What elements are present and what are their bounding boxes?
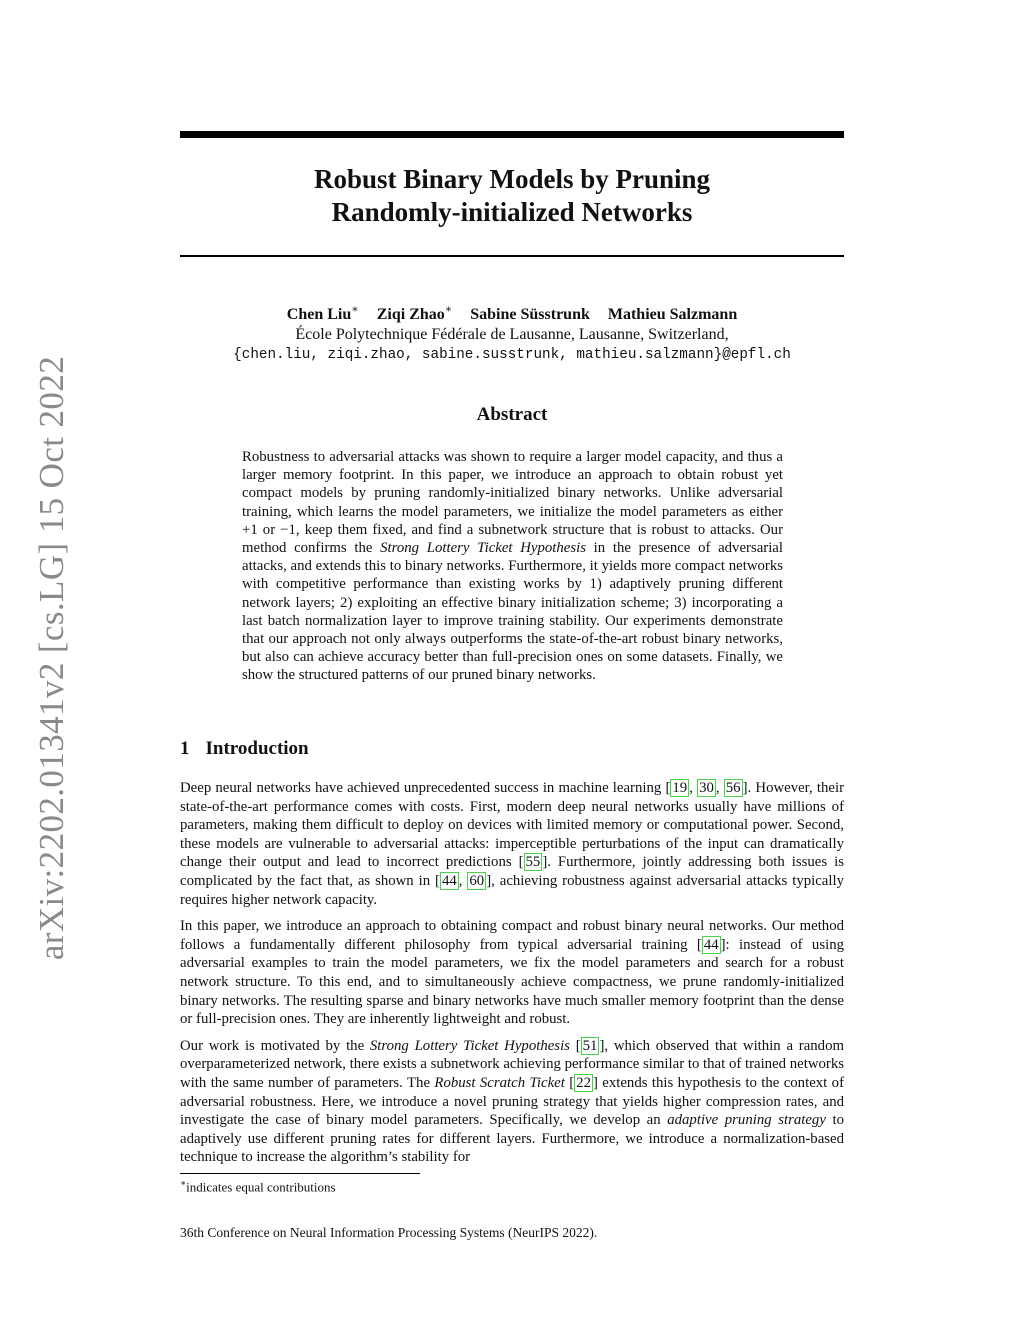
citation-link[interactable]: 44 [703, 936, 719, 953]
citation-link[interactable]: 55 [525, 854, 541, 871]
citation-link[interactable]: 60 [469, 872, 485, 889]
section-heading-introduction [180, 738, 309, 760]
footnote [180, 1178, 336, 1195]
section-title: Introduction [205, 738, 309, 759]
arxiv-identifier [30, 355, 74, 961]
citation-link[interactable]: 56 [725, 780, 741, 796]
intro-paragraph-2: In this paper, we introduce an approach to obtaining compact and robust binary neural networks. Our method follows a fundamentally different philosophy from typical adversarial training [ 44 ]: instead of using adversarial examples to train the model parameters, we fix the model parameters and search for a robust network structure. To this end, and to simultaneously achieve compactness, we prune randomly-initialized binary networks. The resulting sparse and binary networks have much smaller memory footprint than the dense or full-precision ones. They are inherently lightweight and robust. [180, 918, 844, 1028]
footnote-text: indicates equal contributions [186, 1179, 336, 1195]
title-top-rule [180, 131, 844, 138]
author-4: Mathieu Salzmann [607, 306, 738, 324]
footnote-mark: ∗ [180, 1178, 187, 1188]
intro-paragraph-3: Our work is motivated by the Strong Lottery Ticket Hypothesis [ 51 ], which observed that within a random overparameterized network, there exists a subnetwork achieving performance similar to that of trained networks with the same number of parameters. The Robust Scratch Ticket [ 22 ] extends this hypothesis to the context of adversarial robustness. Here, we introduce a novel pruning strategy that yields higher compression rates, and investigate the case of binary model parameters. Specifically, we develop an adaptive pruning strategy to adaptively use different pruning rates for different layers. Furthermore, we introduce a normalization-based technique to increase the algorithm’s stability for [180, 1037, 844, 1166]
author-names [180, 300, 844, 325]
author-2: Ziqi Zhao∗ [376, 304, 453, 324]
introduction-body [180, 779, 844, 1175]
arxiv-identifier-text: arXiv:2202.01341v2 [cs.LG] 15 Oct 2022 [32, 355, 71, 961]
citation-link[interactable]: 22 [576, 1074, 591, 1091]
citation-link[interactable]: 19 [672, 780, 688, 796]
section-number: 1 [180, 738, 190, 759]
citation-link[interactable]: 51 [582, 1037, 598, 1054]
title-bottom-rule [180, 255, 844, 257]
author-affiliation: École Polytechnique Fédérale de Lausanne, Lausanne, Switzerland, [295, 326, 729, 344]
conference-venue: 36th Conference on Neural Information Processing Systems (NeurIPS 2022). [180, 1225, 598, 1240]
citation-link[interactable]: 44 [441, 872, 457, 889]
author-block [180, 300, 844, 365]
author-emails: {chen.liu, ziqi.zhao, sabine.susstrunk, mathieu.salzmann}@epfl.ch [233, 347, 791, 364]
footnote-rule [180, 1173, 420, 1174]
author-1: Chen Liu∗ [286, 304, 359, 324]
author-3: Sabine Süsstrunk [470, 306, 590, 324]
intro-paragraph-1: Deep neural networks have achieved unprecedented success in machine learning [ 19 , 30 , 56 ]. However, their state-of-the-art performance comes with costs. First, modern deep neural networks usually have millions of parameters, making them difficult to deploy on devices with limited memory or computational power. Second, these models are vulnerable to adversarial attacks: imperceptible perturbations of the input can dramatically change their output and lead to incorrect predictions [ 55 ]. Furthermore, jointly addressing both issues is complicated by the fact that, as shown in [ 44 , 60 ], achieving robustness against adversarial attacks typically requires higher network capacity. [180, 780, 845, 908]
abstract-text: Robustness to adversarial attacks was shown to require a larger model capacity, and thus a larger memory footprint. In this paper, we introduce an approach to obtain robust yet compact models by pruning randomly-initialized binary networks. Unlike adversarial training, which learns the model parameters, we initialize the model parameters as either +1 or −1, keep them fixed, and find a subnetwork structure that is robust to attacks. Our method confirms the Strong Lottery Ticket Hypothesis in the presence of adversarial attacks, and extends this to binary networks. Furthermore, it yields more compact networks with competitive performance than existing works by 1) adaptively pruning different network layers; 2) exploiting an effective binary initialization scheme; 3) incorporating a last batch normalization layer to improve training stability. Our experiments demonstrate that our approach not only always outperforms the state-of-the-art robust binary networks, but also can achieve accuracy better than full-precision ones on some datasets. Finally, we show the structured patterns of our pruned binary networks. [242, 449, 783, 684]
citation-link[interactable]: 30 [699, 780, 714, 796]
paper-title [180, 163, 844, 229]
title-line-1: Robust Binary Models by Pruning [313, 164, 711, 194]
title-line-2: Randomly-initialized Networks [331, 197, 693, 227]
abstract-heading: Abstract [476, 404, 548, 425]
